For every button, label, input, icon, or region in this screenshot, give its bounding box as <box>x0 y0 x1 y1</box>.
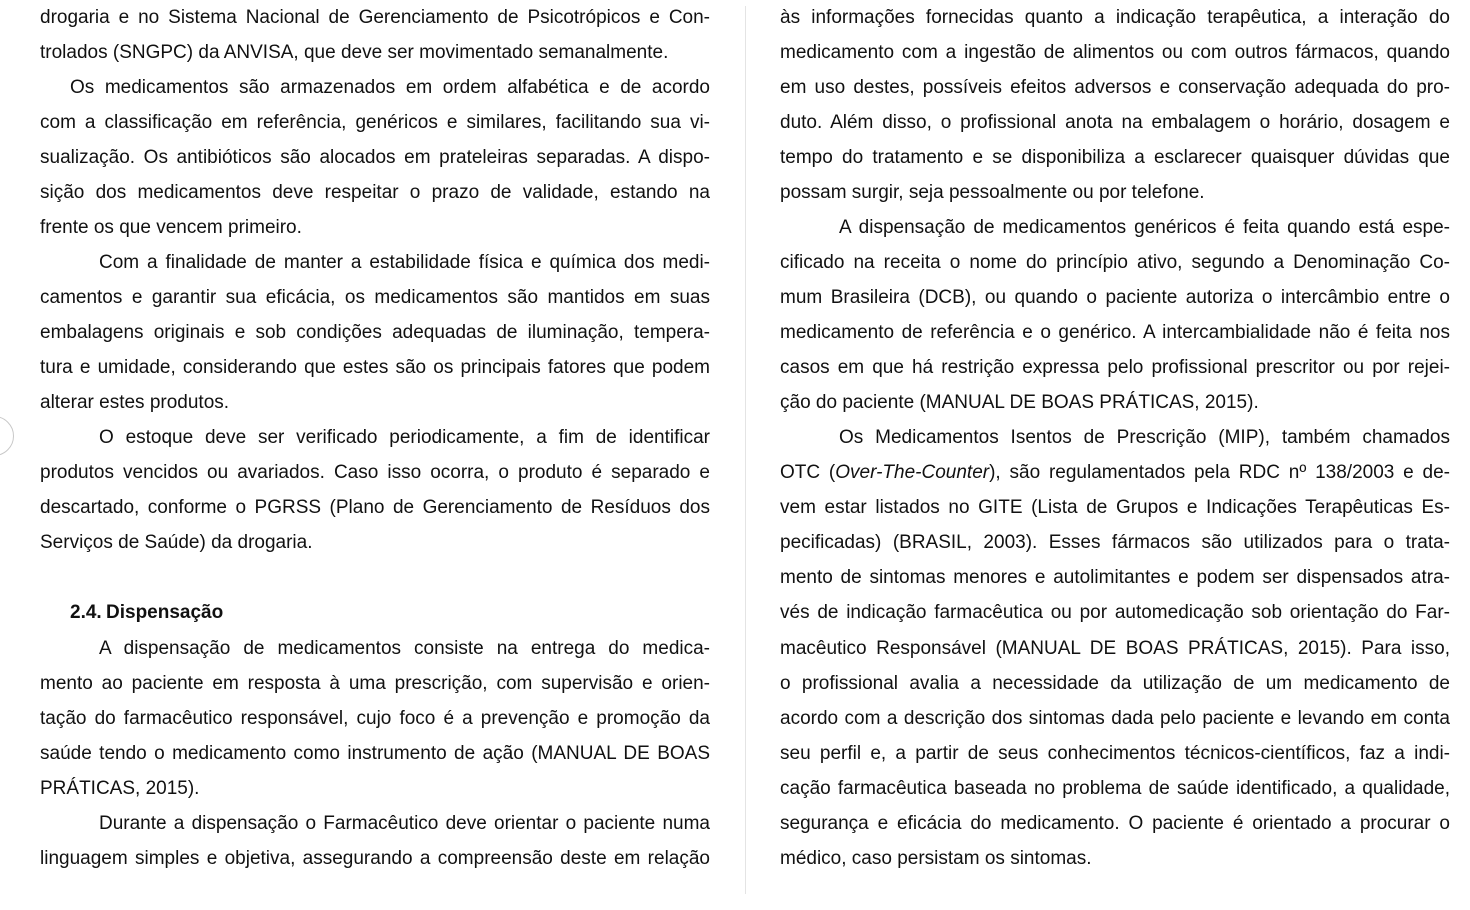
section-title: Dispensação <box>106 602 224 623</box>
text-line: segurança e eficácia do medicamento. O paciente é orientado a procurar o <box>780 813 1450 834</box>
text-line: trolados (SNGPC) da ANVISA, que deve ser movimentado semanalmente. <box>40 42 669 63</box>
margin-circle-marker <box>0 416 14 456</box>
section-heading <box>70 595 223 630</box>
text-line: tempo do tratamento e se disponibiliza a esclarecer quaisquer dúvidas que <box>780 147 1450 168</box>
text-line: tura e umidade, considerando que estes são os principais fatores que podem <box>40 357 710 378</box>
text-line: cificado na receita o nome do princípio ativo, segundo a Denominação Co- <box>780 252 1450 273</box>
text-line: Durante a dispensação o Farmacêutico deve orientar o paciente numa <box>99 813 710 834</box>
text-line: embalagens originais e sob condições adequadas de iluminação, tempera- <box>40 322 710 343</box>
text-line: linguagem simples e objetiva, assegurando a compreensão deste em relação <box>40 848 710 869</box>
text-line: medicamento com a ingestão de alimentos ou com outros fármacos, quando <box>780 42 1450 63</box>
text-line: A dispensação de medicamentos genéricos é feita quando está espe- <box>839 217 1450 238</box>
text-line: descartado, conforme o PGRSS (Plano de Gerenciamento de Resíduos dos <box>40 497 710 518</box>
text-line: o profissional avalia a necessidade da utilização de um medicamento de <box>780 673 1450 694</box>
text-line: Os Medicamentos Isentos de Prescrição (MIP), também chamados <box>839 427 1450 448</box>
text-line: saúde tendo o medicamento como instrumento de ação (MANUAL DE BOAS <box>40 743 710 764</box>
text-line: Serviços de Saúde) da drogaria. <box>40 532 313 553</box>
otc-prefix: OTC ( <box>780 462 836 483</box>
text-line: alterar estes produtos. <box>40 392 230 413</box>
section-number: 2.4. <box>70 602 102 623</box>
text-line: medicamento de referência e o genérico. A intercambialidade não é feita nos <box>780 322 1450 343</box>
text-line: Os medicamentos são armazenados em ordem alfabética e de acordo <box>70 77 710 98</box>
text-line: sição dos medicamentos deve respeitar o prazo de validade, estando na <box>40 182 710 203</box>
text-line: PRÁTICAS, 2015). <box>40 778 200 799</box>
text-line: com a classificação em referência, genéricos e similares, facilitando sua vi- <box>40 112 710 133</box>
column-divider <box>745 6 746 894</box>
text-line: vem estar listados no GITE (Lista de Grupos e Indicações Terapêuticas Es- <box>780 497 1450 518</box>
text-line: ção do paciente (MANUAL DE BOAS PRÁTICAS, 2015). <box>780 392 1259 413</box>
text-line: A dispensação de medicamentos consiste na entrega do medica- <box>99 638 710 659</box>
text-line: médico, caso persistam os sintomas. <box>780 848 1092 869</box>
text-line-otc <box>780 455 1450 490</box>
text-line: macêutico Responsável (MANUAL DE BOAS PRÁTICAS, 2015). Para isso, <box>780 638 1450 659</box>
text-line: camentos e garantir sua eficácia, os medicamentos são mantidos em suas <box>40 287 710 308</box>
text-line: possam surgir, seja pessoalmente ou por telefone. <box>780 182 1205 203</box>
text-line: frente os que vencem primeiro. <box>40 217 302 238</box>
text-line: em uso destes, possíveis efeitos adversos e conservação adequada do pro- <box>780 77 1450 98</box>
text-line: vés de indicação farmacêutica ou por automedicação sob orientação do Far- <box>780 602 1450 623</box>
text-line: mento ao paciente em resposta à uma prescrição, com supervisão e orien- <box>40 673 710 694</box>
text-line: mento de sintomas menores e autolimitantes e podem ser dispensados atra- <box>780 567 1450 588</box>
text-line: acordo com a descrição dos sintomas dada pelo paciente e levando em conta <box>780 708 1450 729</box>
text-line: tação do farmacêutico responsável, cujo foco é a prevenção e promoção da <box>40 708 710 729</box>
text-line: sualização. Os antibióticos são alocados em prateleiras separadas. A dispo- <box>40 147 710 168</box>
otc-italic: Over-The-Counter <box>835 462 990 483</box>
text-line: às informações fornecidas quanto a indicação terapêutica, a interação do <box>780 7 1450 28</box>
text-line: duto. Além disso, o profissional anota na embalagem o horário, dosagem e <box>780 112 1450 133</box>
text-line: produtos vencidos ou avariados. Caso isso ocorra, o produto é separado e <box>40 462 710 483</box>
text-line: seu perfil e, a partir de seus conhecimentos técnicos-científicos, faz a indi- <box>780 743 1450 764</box>
text-line: O estoque deve ser verificado periodicamente, a fim de identificar <box>99 427 710 448</box>
text-line: casos em que há restrição expressa pelo profissional prescritor ou por rejei- <box>780 357 1450 378</box>
otc-suffix: ), são regulamentados pela RDC nº 138/2003 e de- <box>989 462 1451 483</box>
text-line: mum Brasileira (DCB), ou quando o paciente autoriza o intercâmbio entre o <box>780 287 1450 308</box>
text-line: pecificadas) (BRASIL, 2003). Esses fármacos são utilizados para o trata- <box>780 532 1450 553</box>
text-line: drogaria e no Sistema Nacional de Gerenciamento de Psicotrópicos e Con- <box>40 7 710 28</box>
text-line: cação farmacêutica baseada no problema de saúde identificado, a qualidade, <box>780 778 1450 799</box>
text-line: Com a finalidade de manter a estabilidade física e química dos medi- <box>99 252 710 273</box>
